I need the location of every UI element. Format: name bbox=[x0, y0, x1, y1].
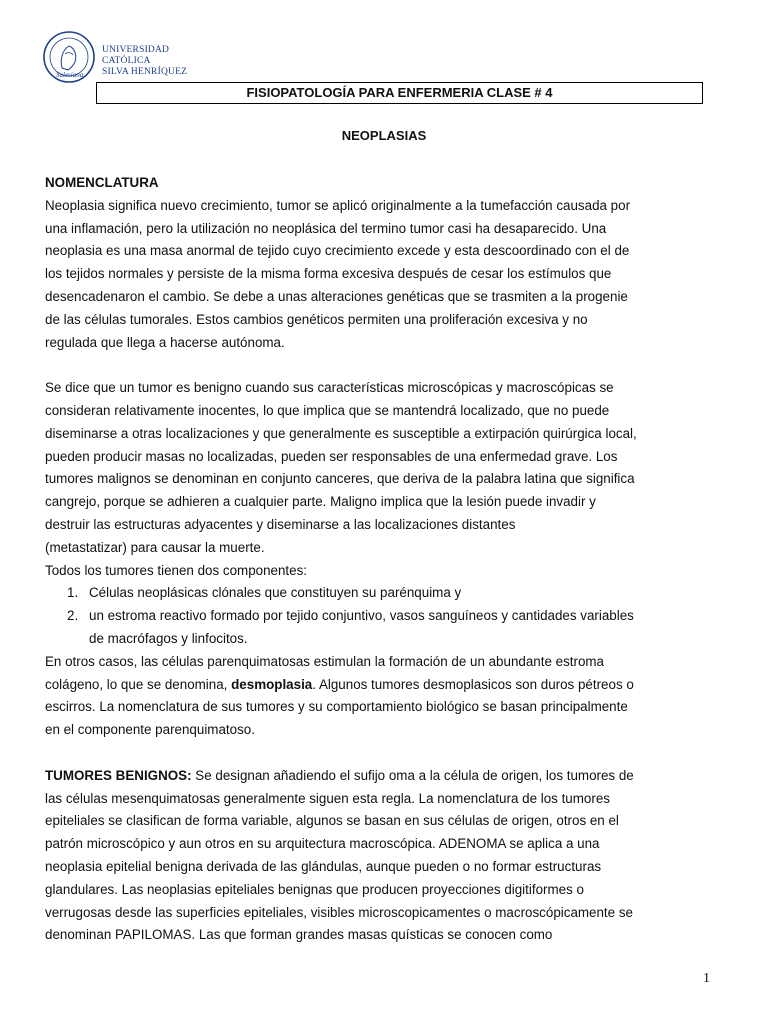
text-line: tumores malignos se denominan en conjunto canceres, que deriva de la palabra latina que significa bbox=[45, 471, 635, 487]
desmoplasia-term: desmoplasia bbox=[231, 676, 313, 692]
list-item-text: de macrófagos y linfocitos. bbox=[89, 630, 248, 646]
text-line: En otros casos, las células parenquimatosas estimulan la formación de un abundante estroma bbox=[45, 653, 605, 669]
list-item-text: Células neoplásicas clónales que constituyen su parénquima y bbox=[89, 585, 462, 601]
text-line bbox=[45, 674, 715, 697]
text-run: Se designan añadiendo el sufijo oma a la célula de origen, los tumores de bbox=[191, 767, 634, 783]
text-line: de las células tumorales. Estos cambios genéticos permiten una proliferación excesiva y no bbox=[45, 311, 588, 327]
text-line: Se dice que un tumor es benigno cuando sus características microscópicas y macroscópicas se bbox=[45, 380, 614, 396]
text-line: escirros. La nomenclatura de sus tumores y su comportamiento biológico se basan principalmente bbox=[45, 699, 628, 715]
text-line: una inflamación, pero la utilización no neoplásica del termino tumor casi ha desaparecido. Una bbox=[45, 220, 607, 236]
text-line: los tejidos normales y persiste de la misma forma excesiva después de cesar los estímulos que bbox=[45, 266, 612, 282]
text-line: verrugosas desde las superficies epiteliales, visibles microscopicamentes o macroscópicamente se bbox=[45, 904, 633, 920]
text-line: neoplasia epitelial benigna derivada de las glándulas, aunque pueden o no formar estructuras bbox=[45, 858, 602, 874]
text-line: denominan PAPILOMAS. Las que forman grandes masas quísticas se conocen como bbox=[45, 927, 553, 943]
list-number: 1. bbox=[67, 585, 79, 601]
page-number: 1 bbox=[703, 971, 710, 986]
text-line: epiteliales se clasifican de forma variable, algunos se basan en sus células de origen, otros en el bbox=[45, 813, 619, 829]
seal-caption: Salesiana bbox=[56, 71, 84, 79]
text-line: en el componente parenquimatoso. bbox=[45, 722, 255, 738]
text-line: destruir las estructuras adyacentes y diseminarse a las localizaciones distantes bbox=[45, 516, 516, 532]
text-line: diseminarse a otras localizaciones y que generalmente es susceptible a extirpación quirúrgica local, bbox=[45, 425, 637, 441]
text-line: patrón microscópico y aun otros en su arquitectura macroscópica. ADENOMA se aplica a una bbox=[45, 836, 600, 852]
text-run: colágeno, lo que se denomina, bbox=[45, 676, 232, 692]
paragraph-gap bbox=[45, 354, 715, 377]
tumores-benignos-heading: TUMORES BENIGNOS: bbox=[45, 767, 192, 783]
list-number: 2. bbox=[67, 608, 79, 624]
text-run: . Algunos tumores desmoplasicos son duros pétreos o bbox=[312, 676, 634, 692]
list-item-text: un estroma reactivo formado por tejido conjuntivo, vasos sanguíneos y cantidades variables bbox=[89, 608, 634, 624]
text-line: las células mesenquimatosas generalmente siguen esta regla. La nomenclatura de los tumores bbox=[45, 790, 610, 806]
list-item bbox=[45, 605, 715, 651]
text-line: consideran relativamente inocentes, lo que implica que se mantendrá localizado, que no puede bbox=[45, 402, 610, 418]
section-title: NEOPLASIAS bbox=[341, 128, 427, 143]
paragraph-gap bbox=[45, 742, 715, 765]
text-line: neoplasia es una masa anormal de tejido cuyo crecimiento excede y esta descoordinado con el de bbox=[45, 243, 630, 259]
nomenclatura-heading: NOMENCLATURA bbox=[45, 175, 159, 190]
text-line bbox=[45, 765, 715, 788]
document-body bbox=[45, 172, 715, 947]
university-name bbox=[102, 45, 220, 78]
text-line: Neoplasia significa nuevo crecimiento, tumor se aplicó originalmente a la tumefacción causada por bbox=[45, 197, 631, 213]
text-line: glandulares. Las neoplasias epiteliales benignas que producen proyecciones digitiformes o bbox=[45, 881, 584, 897]
text-line: desencadenaron el cambio. Se debe a unas alteraciones genéticas que se trasmiten a la progenie bbox=[45, 288, 628, 304]
text-line: (metastatizar) para causar la muerte. bbox=[45, 539, 265, 555]
components-list bbox=[45, 582, 715, 650]
university-name-line2: SILVA HENRÍQUEZ bbox=[102, 67, 188, 77]
text-line: Todos los tumores tienen dos componentes: bbox=[45, 562, 308, 578]
document-title: FISIOPATOLOGÍA PARA ENFERMERIA CLASE # 4 bbox=[96, 82, 703, 104]
text-line: pueden producir masas no localizadas, pueden ser responsables de una enfermedad grave. Los bbox=[45, 448, 618, 464]
university-name-line1: UNIVERSIDAD CATÓLICA bbox=[102, 45, 170, 66]
text-line: cangrejo, porque se adhieren a cualquier parte. Maligno implica que la lesión puede invadir y bbox=[45, 494, 596, 510]
university-logo bbox=[40, 28, 220, 83]
text-line: regulada que llega a hacerse autónoma. bbox=[45, 334, 285, 350]
list-item bbox=[45, 582, 715, 605]
